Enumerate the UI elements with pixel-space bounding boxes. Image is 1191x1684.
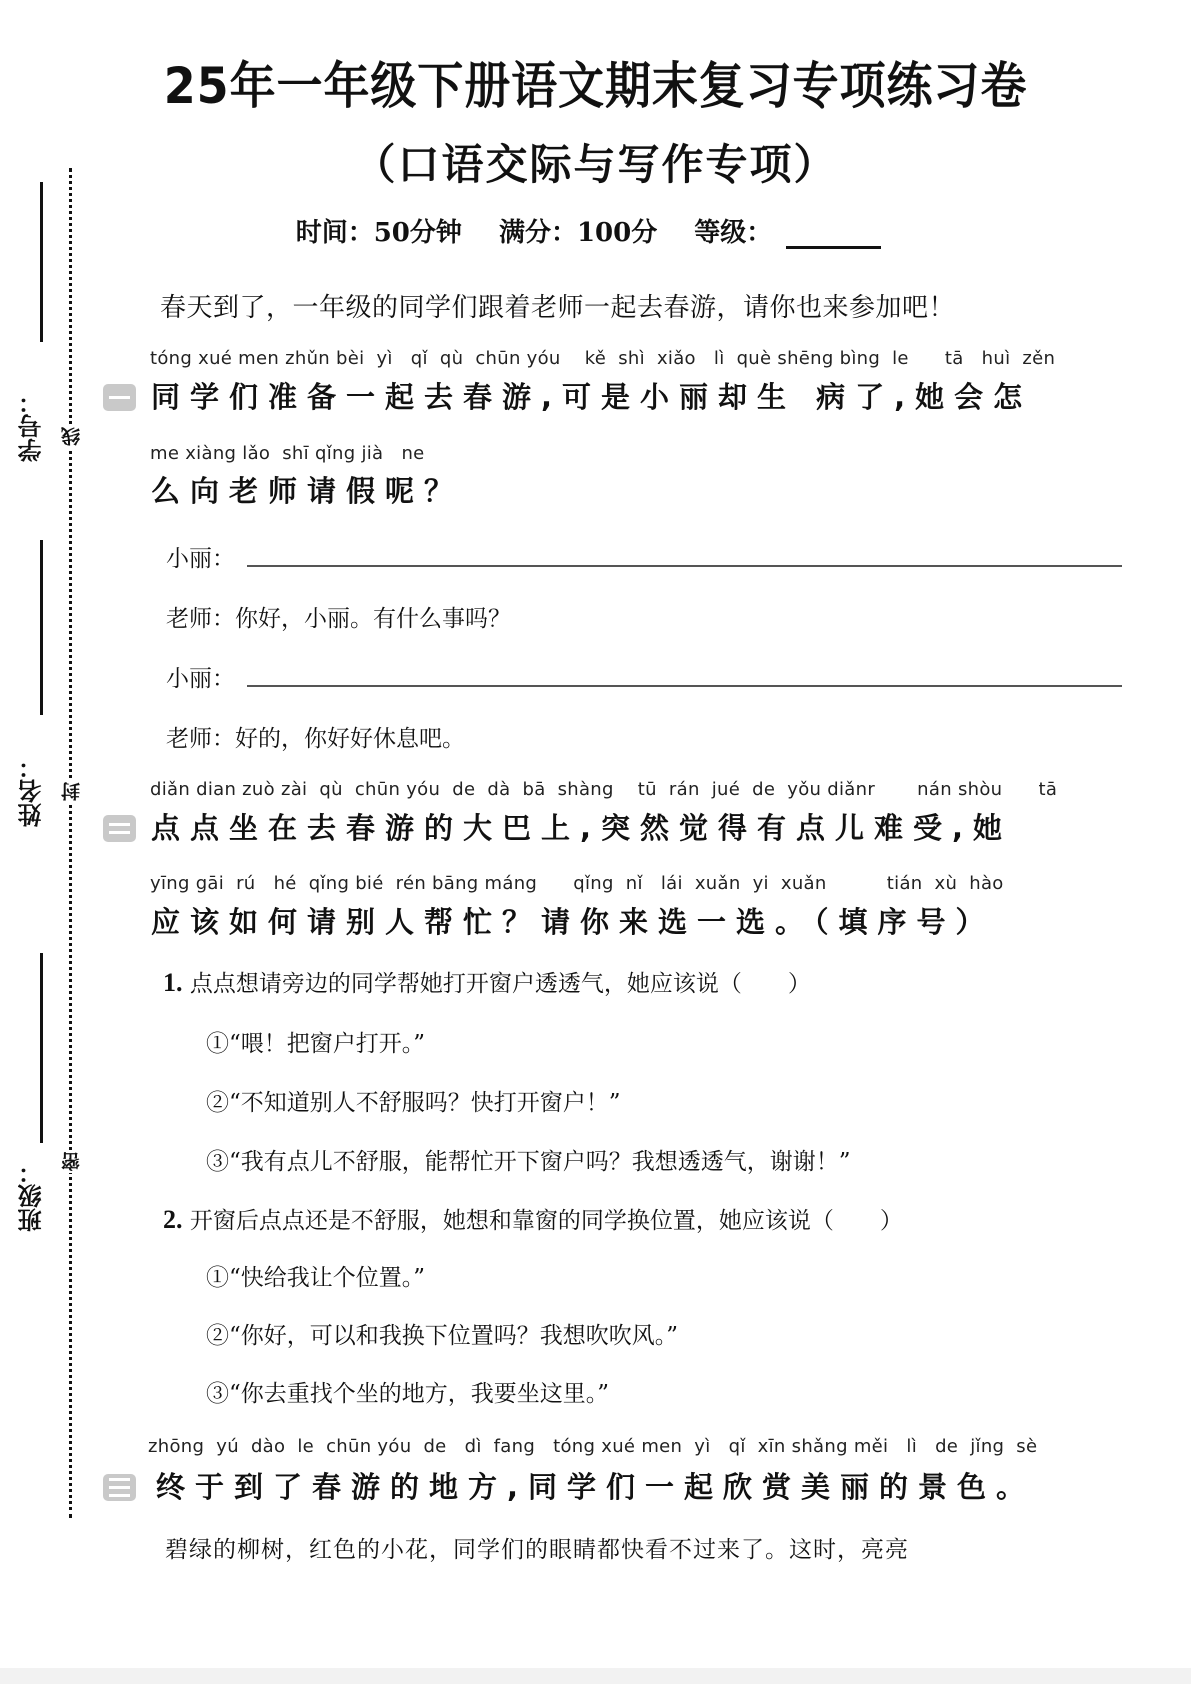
section-1-number-badge [103,384,136,411]
dialog-speaker-4: 老师：好的，你好好休息吧。 [166,726,465,752]
page-subtitle: （口语交际与写作专项） [353,140,838,189]
dialog-speaker-2: 老师：你好，小丽。有什么事吗？ [166,606,511,632]
dialog-text-4: 好的，你好好休息吧。 [235,726,465,752]
page-title: 25年一年级下册语文期末复习专项练习卷 [163,57,1028,115]
question-1-option-2[interactable]: ②“不知道别人不舒服吗？快打开窗户！” [206,1090,621,1116]
grade-field [694,218,895,248]
question-1-number: 1. [163,968,183,997]
section-2-question-line-2: 应该如何请别人帮忙？请你来选一选。（填序号） [151,905,995,939]
dialog-answer-blank-1[interactable] [247,563,1122,567]
exam-meta [0,212,1191,249]
section-2-question-line-1: 点点坐在去春游的大巴上,突然觉得有点儿难受,她 [151,811,1013,845]
question-2-option-2[interactable]: ②“你好，可以和我换下位置吗？我想吹吹风。” [206,1323,679,1349]
intro-text: 春天到了，一年级的同学们跟着老师一起去春游，请你也来参加吧！ [160,293,956,323]
seal-char-mi: 密 [58,1150,85,1173]
question-1-option-3[interactable]: ③“我有点儿不舒服，能帮忙开下窗户吗？我想透透气，谢谢！” [206,1149,851,1175]
dialog-speaker-3: 小丽： [166,666,235,692]
section-2-pinyin-line-1: diǎn dian zuò zài qù chūn yóu de dà bā shàng tū rán jué de yǒu diǎnr nán shòu tā [150,779,1058,800]
grade-label: 等级： [694,218,773,248]
section-3-passage: 碧绿的柳树，红色的小花，同学们的眼睛都快看不过来了。这时，亮亮 [165,1537,909,1563]
section-3-pinyin-line-1: zhōng yú dào le chūn yóu de dì fang tóng xué men yì qǐ xīn shǎng měi lì de jǐng sè [148,1436,1038,1457]
student-name-label: 姓名： [18,755,46,827]
question-2 [163,1202,903,1235]
dialog-answer-blank-2[interactable] [247,683,1122,687]
question-2-number: 2. [163,1205,183,1234]
student-id-blank[interactable] [40,182,43,342]
section-1-question-line-1: 同学们准备一起去春游,可是小丽却生 病了,她会怎 [151,380,1033,414]
question-2-option-1[interactable]: ①“快给我让个位置。” [206,1265,426,1291]
section-1-pinyin-line-2: me xiàng lǎo shī qǐng jià ne [150,443,425,464]
question-2-option-3[interactable]: ③“你去重找个坐的地方，我要坐这里。” [206,1381,610,1407]
question-1 [163,965,811,998]
question-1-text: 点点想请旁边的同学帮她打开窗户透透气，她应该说（ ） [189,971,811,997]
student-name-blank[interactable] [40,540,43,715]
binding-dotted-line [69,168,72,1518]
dialog-text-2: 你好，小丽。有什么事吗？ [235,606,511,632]
section-1-question-line-2: 么向老师请假呢？ [151,474,464,508]
seal-char-feng: 封 [58,780,85,803]
page-bottom-edge [0,1668,1191,1684]
seal-char-xian: 线 [58,425,85,448]
section-3-question-line-1: 终于到了春游的地方,同学们一起欣赏美丽的景色。 [156,1470,1036,1504]
student-id-label: 学号： [18,390,46,462]
class-blank[interactable] [40,953,43,1143]
class-label: 班级： [18,1160,46,1232]
time-label: 时间：50分钟 [295,218,462,248]
section-2-pinyin-line-2: yīng gāi rú hé qǐng bié rén bāng máng qǐng nǐ lái xuǎn yi xuǎn tián xù hào [150,873,1004,894]
section-3-number-badge [103,1474,136,1501]
question-2-text: 开窗后点点还是不舒服，她想和靠窗的同学换位置，她应该说（ ） [189,1208,903,1234]
score-label: 满分：100分 [498,218,658,248]
grade-blank[interactable] [786,224,881,249]
section-2-number-badge [103,815,136,842]
question-1-option-1[interactable]: ①“喂！把窗户打开。” [206,1031,426,1057]
dialog-speaker-1: 小丽： [166,546,235,572]
section-1-pinyin-line-1: tóng xué men zhǔn bèi yì qǐ qù chūn yóu kě shì xiǎo lì què shēng bìng le tā huì zěn [150,348,1056,369]
